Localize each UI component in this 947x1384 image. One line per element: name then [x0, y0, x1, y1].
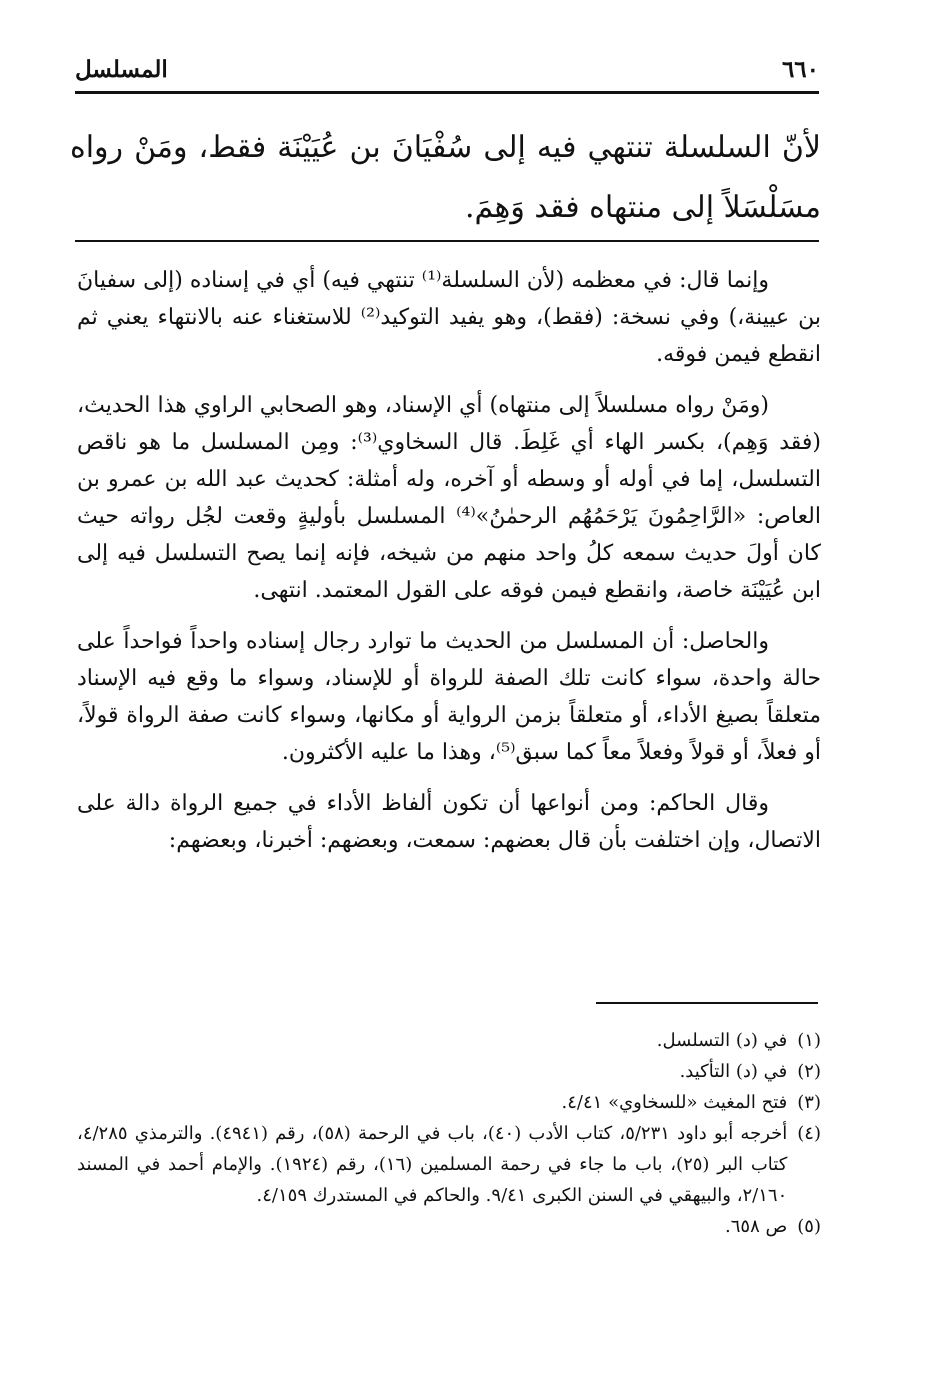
matn-divider	[75, 240, 819, 242]
footnote	[77, 1087, 821, 1118]
footnote	[77, 1025, 821, 1056]
page-number: ٦٦٠	[781, 55, 819, 83]
footnote-number: (٣)	[797, 1092, 821, 1113]
commentary-body	[77, 262, 821, 869]
running-header	[75, 52, 819, 86]
commentary-paragraph: وإنما قال: في معظمه (لأن السلسلة⁽¹⁾ تنتهي فيه) أي في إسناده (إلى سفيانَ بن عيينة،) وفي نسخة: (فقط)، وهو يفيد التوكيد⁽²⁾ للاستغناء عنه بالانتهاء يعني ثم انقطع فيمن فوقه.	[77, 268, 822, 367]
footnote-number: (٥)	[797, 1216, 821, 1237]
footnote	[77, 1118, 821, 1211]
footnote-text: في (د) التسلسل.	[656, 1030, 788, 1051]
footnote-number: (٢)	[797, 1061, 821, 1082]
commentary-paragraph: وقال الحاكم: ومن أنواعها أن تكون ألفاظ الأداء في جميع الرواة دالة على الاتصال، وإن اختلفت بأن قال بعضهم: سمعت، وبعضهم: أخبرنا، وبعضهم:	[77, 791, 821, 853]
footnote	[77, 1211, 821, 1242]
footnote-number: (١)	[797, 1030, 821, 1051]
running-title: المسلسل	[75, 55, 168, 83]
footnote-separator	[596, 1002, 818, 1004]
commentary-paragraph: والحاصل: أن المسلسل من الحديث ما توارد رجال إسناده واحداً فواحداً على حالة واحدة، سواء كانت تلك الصفة للرواة أو للإسناد، وسواء ما وقع فيه الإسناد متعلقاً بصيغ الأداء، أو متعلقاً بزمن الرواية أو مكانها، وسواء كانت صفة الرواة قولاً، أو فعلاً، أو قولاً وفعلاً معاً كما سبق⁽⁵⁾، وهذا ما عليه الأكثرون.	[77, 629, 821, 765]
footnotes	[77, 1025, 821, 1242]
footnote-text: أخرجه أبو داود ٥/٢٣١، كتاب الأدب (٤٠)، باب في الرحمة (٥٨)، رقم (٤٩٤١). والترمذي ٤/٢٨٥، كتاب البر (٢٥)، باب ما جاء في رحمة المسلمين (١٦)، رقم (١٩٢٤). والإمام أحمد في المسند ٢/١٦٠، والبيهقي في السنن الكبرى ٩/٤١. والحاكم في المستدرك ٤/١٥٩.	[77, 1123, 788, 1206]
footnote-text: في (د) التأكيد.	[679, 1061, 788, 1082]
header-rule	[75, 91, 819, 94]
footnote-text: ص ٦٥٨.	[725, 1216, 788, 1237]
footnote-number: (٤)	[797, 1123, 821, 1144]
main-text-matn: لأنّ السلسلة تنتهي فيه إلى سُفْيَانَ بن عُيَيْنَة فقط، ومَنْ رواه مسَلْسَلاً إلى منتهاه فقد وَهِمَ.	[70, 130, 821, 225]
footnote-text: فتح المغيث «للسخاوي» ٤/٤١.	[561, 1092, 788, 1113]
commentary-paragraph: (ومَنْ رواه مسلسلاً إلى منتهاه) أي الإسناد، وهو الصحابي الراوي هذا الحديث، (فقد وَهِم)، بكسر الهاء أي غَلِطَ. قال السخاوي⁽³⁾: ومِن المسلسل ما هو ناقص التسلسل، إما في أوله أو وسطه أو آخره، وله أمثلة: كحديث عبد الله بن عمرو بن العاص: «الرَّاحِمُونَ يَرْحَمُهُم الرحمٰنُ»⁽⁴⁾ المسلسل بأوليةٍ وقعت لجُل رواته حيث كان أولَ حديث سمعه كلُ واحد منهم من شيخه، فإنه إنما يصح التسلسل فيه إلى ابن عُيَيْنَة خاصة، وانقطع فيمن فوقه على القول المعتمد. انتهى.	[77, 393, 821, 603]
footnote	[77, 1056, 821, 1087]
